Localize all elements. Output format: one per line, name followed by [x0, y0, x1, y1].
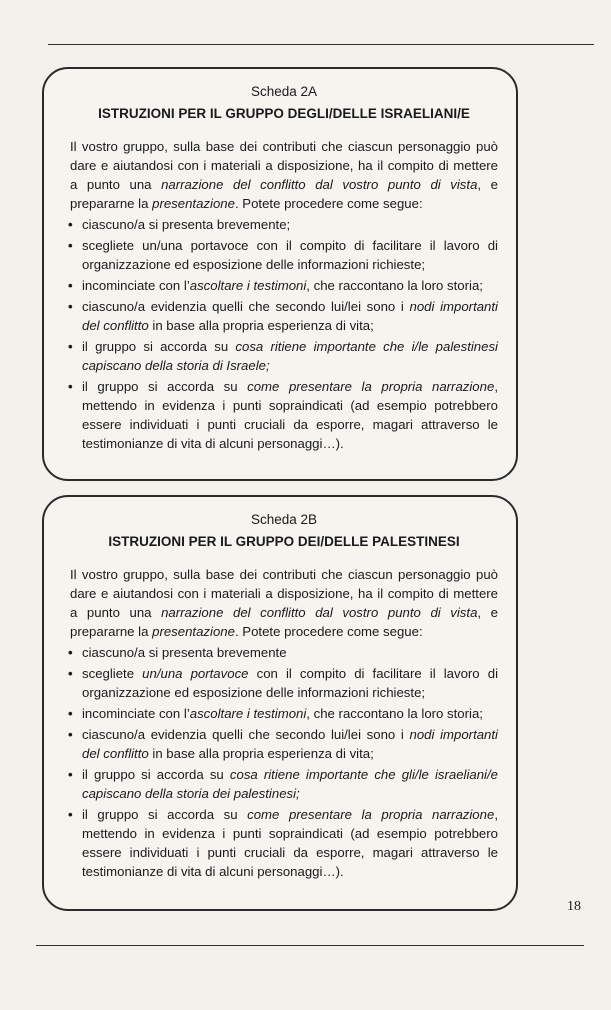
- text-run: incominciate con l’: [82, 278, 190, 293]
- bullet-icon: •: [68, 379, 73, 394]
- list-item: [70, 215, 498, 234]
- bullet-icon: •: [68, 727, 73, 742]
- top-rule: [48, 44, 594, 45]
- text-run: scegliete un/una portavoce con il compito di facilitare il lavoro di organizzazione ed esposizione delle informazioni richieste;: [82, 238, 498, 272]
- list-item: [70, 276, 498, 295]
- italic-text: come presentare la propria narrazione: [247, 379, 495, 394]
- text-run: con il compito di facilitare il lavoro di organizzazione ed esposizione delle informazioni richieste;: [82, 666, 498, 700]
- list-item: [70, 337, 498, 375]
- text-run: Il vostro gruppo, sulla base dei contributi che ciascun personaggio può dare e aiutandosi con i materiali a disposizione, ha il compito di mettere a punto una: [70, 139, 498, 192]
- italic-text: narrazione del conflitto dal vostro punto di vista: [161, 605, 478, 620]
- bullet-icon: •: [68, 666, 73, 681]
- intro-paragraph: [70, 565, 498, 641]
- text-run: ciascuno/a si presenta brevemente: [82, 645, 287, 660]
- italic-text: un/una portavoce: [142, 666, 249, 681]
- list-item: [70, 236, 498, 274]
- text-run: Il vostro gruppo, sulla base dei contributi che ciascun personaggio può dare e aiutandosi con i materiali a disposizione, ha il compito di mettere a punto una: [70, 567, 498, 620]
- text-run: incominciate con l’: [82, 706, 190, 721]
- text-run: , e prepararne la: [70, 177, 498, 211]
- italic-text: ascoltare i testimoni: [189, 278, 307, 293]
- bullet-icon: •: [68, 706, 73, 721]
- card-title: Scheda 2B: [250, 512, 318, 527]
- text-run: , mettendo in evidenza i punti sopraindicati (ad esempio potrebbero essere individuati i punti cruciali da esporre, magari attraverso le testimonianze di vita di alcuni personaggi…).: [82, 379, 498, 451]
- instruction-list: [70, 215, 498, 453]
- list-item: [70, 377, 498, 453]
- card-subtitle: ISTRUZIONI PER IL GRUPPO DEI/DELLE PALESTINESI: [108, 534, 460, 549]
- text-run: in base alla propria esperienza di vita;: [148, 746, 374, 761]
- list-item: [70, 765, 498, 803]
- italic-text: presentazione: [152, 196, 235, 211]
- list-item: [70, 805, 498, 881]
- italic-text: narrazione del conflitto dal vostro punto di vista: [161, 177, 478, 192]
- text-run: . Potete procedere come segue:: [234, 196, 423, 211]
- bullet-icon: •: [68, 238, 73, 253]
- italic-text: presentazione: [152, 624, 235, 639]
- instruction-list: [70, 643, 498, 881]
- text-run: ciascuno/a evidenzia quelli che secondo lui/lei sono i: [82, 727, 410, 742]
- bottom-rule: [36, 945, 584, 946]
- card-title: Scheda 2A: [250, 84, 318, 99]
- text-run: ciascuno/a evidenzia quelli che secondo lui/lei sono i: [82, 299, 410, 314]
- text-run: il gruppo si accorda su: [82, 767, 230, 782]
- list-item: [70, 664, 498, 702]
- text-run: . Potete procedere come segue:: [234, 624, 423, 639]
- page-number: 18: [567, 899, 581, 914]
- bullet-icon: •: [68, 278, 73, 293]
- list-item: [70, 725, 498, 763]
- text-run: , mettendo in evidenza i punti sopraindicati (ad esempio potrebbero essere individuati i punti cruciali da esporre, magari attraverso le testimonianze di vita di alcuni personaggi…).: [82, 807, 498, 879]
- bullet-icon: •: [68, 645, 73, 660]
- italic-text: cosa ritiene importante che i/le palestinesi capiscano della storia di Israele;: [82, 339, 498, 373]
- bullet-icon: •: [68, 339, 73, 354]
- scheda-2a-card: [42, 67, 518, 481]
- bullet-icon: •: [68, 767, 73, 782]
- italic-text: come presentare la propria narrazione: [247, 807, 495, 822]
- italic-text: nodi importanti del conflitto: [82, 299, 498, 333]
- bullet-icon: •: [68, 217, 73, 232]
- card-subtitle: ISTRUZIONI PER IL GRUPPO DEGLI/DELLE ISRAELIANI/E: [98, 106, 470, 121]
- bullet-icon: •: [68, 299, 73, 314]
- text-run: in base alla propria esperienza di vita;: [148, 318, 374, 333]
- bullet-icon: •: [68, 807, 73, 822]
- italic-text: cosa ritiene importante che gli/le israeliani/e capiscano della storia dei palestinesi;: [82, 767, 498, 801]
- text-run: , e prepararne la: [70, 605, 498, 639]
- text-run: il gruppo si accorda su: [82, 339, 236, 354]
- list-item: [70, 704, 498, 723]
- text-run: il gruppo si accorda su: [82, 807, 248, 822]
- italic-text: nodi importanti del conflitto: [82, 727, 498, 761]
- intro-paragraph: [70, 137, 498, 213]
- scheda-2b-card: [42, 495, 518, 911]
- text-run: , che raccontano la loro storia;: [306, 706, 483, 721]
- text-run: il gruppo si accorda su: [82, 379, 248, 394]
- list-item: [70, 643, 498, 662]
- italic-text: ascoltare i testimoni: [189, 706, 307, 721]
- text-run: , che raccontano la loro storia;: [306, 278, 483, 293]
- text-run: ciascuno/a si presenta brevemente;: [82, 217, 291, 232]
- text-run: scegliete: [82, 666, 143, 681]
- list-item: [70, 297, 498, 335]
